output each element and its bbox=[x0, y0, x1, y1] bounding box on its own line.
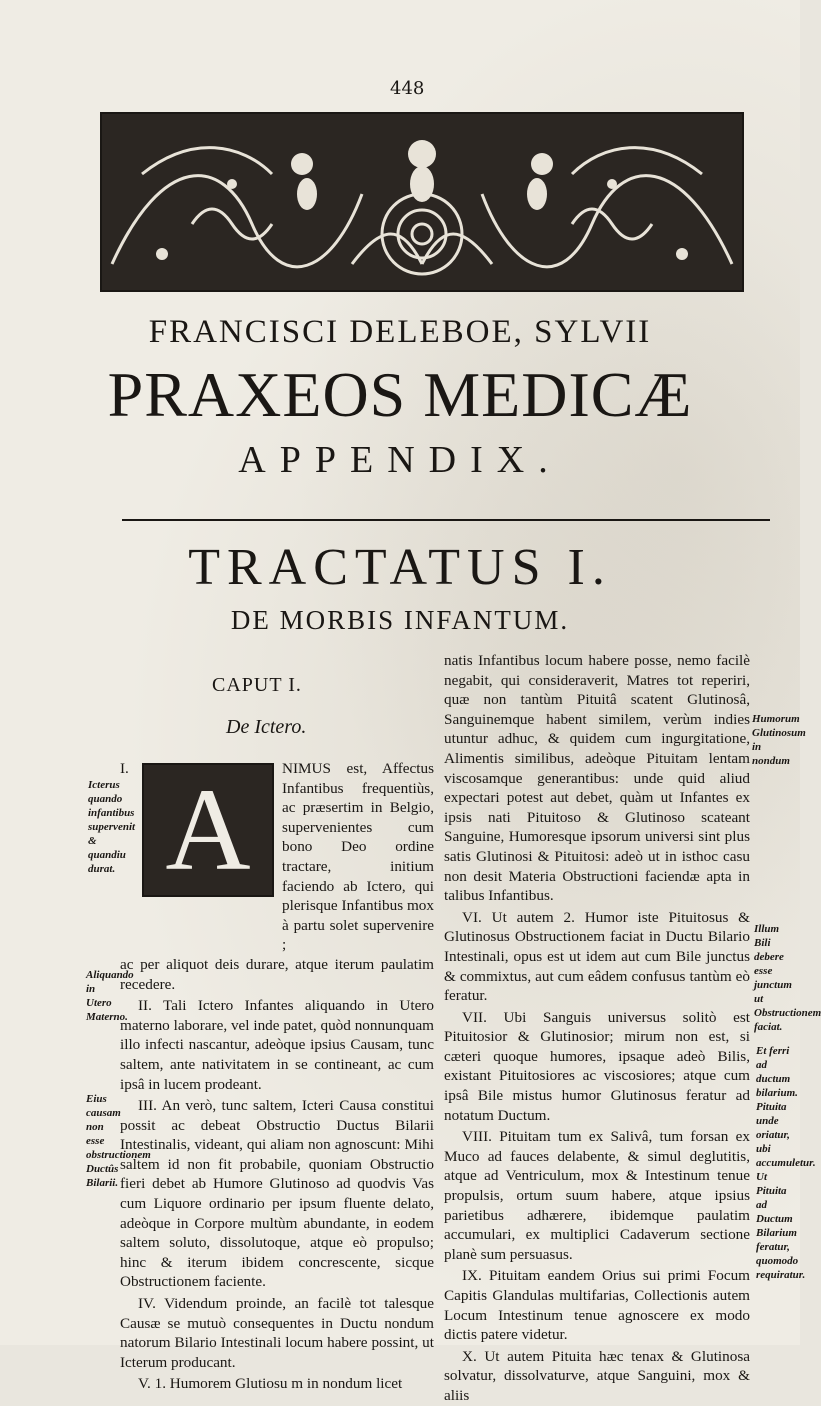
margin-note-right: Et ferri ad ductum bilarium. Pituita unde oriatur, ubi accumuletur. bbox=[756, 1045, 816, 1169]
work-subtitle: APPENDIX. bbox=[238, 439, 562, 481]
first-paragraph-continuation: ac per aliquot deis durare, atque iterum paulatim recedere. bbox=[120, 955, 434, 993]
margin-note-right: Ut Pituita ad Ductum Bilarium feratur, quomodo requiratur. bbox=[756, 1171, 806, 1281]
margin-note-right: Humorum Glutinosum in nondum bbox=[752, 713, 806, 767]
paragraph: X. Ut autem Pituita hæc tenax & Glutinosa solvatur, dissolvaturve, atque Sanguini, mox & aliis bbox=[444, 1347, 750, 1404]
paragraph: II. Tali Ictero Infantes aliquando in Utero materno laborare, vel inde patet, quòd nonnunquam illo infecti nascantur, adeòque ipsius Causam, tunc saltem, ante nativitatem in se contineant, ac cum ipsâ in lucem prodeant. bbox=[120, 997, 434, 1093]
tractatus-heading: TRACTATUS I. bbox=[188, 539, 612, 596]
paragraph: IV. Videndum proinde, an facilè tot talesque Causæ se mutuò consequentes in Ductu nondum natorum Bilario Intestinali locum habere possint, ut Icterum producant. bbox=[120, 1295, 434, 1371]
margin-note-left: Aliquando in Utero Materno. bbox=[86, 969, 134, 1023]
right-text-column bbox=[444, 651, 750, 1406]
margin-note-left: Icterus quando infantibus supervenit & quandiu durat. bbox=[88, 779, 136, 875]
caput-heading: CAPUT I. bbox=[212, 674, 302, 696]
paragraph: IX. Pituitam eandem Orius sui primi Focum Capitis Glandulas multifarias, Collectionis autem Locum Intestinum tenue agnoscere ex modo dictis patere videtur. bbox=[444, 1267, 750, 1344]
paragraph: VIII. Pituitam tum ex Salivâ, tum forsan ex Muco ad fauces delabente, & simul deglutitis, atque ad Ventriculum, mox & Intestinum tenue propulsis, ortum suum habere, atque ipsius parietibus adhærere, ibidemque paulatim accumulari, ex multiplici Cadaverum sectione planè sum persuasus. bbox=[444, 1128, 750, 1263]
paragraph: natis Infantibus locum habere posse, nemo facilè negabit, qui consideraverit, Matres tot reperiri, quæ non tantùm Pituitâ scatent Glutinosâ, Sanguinemque habent similem, verùm indies utuntur adhuc, & quidem cum ingurgitatione, Alimentis similibus, adeòque Pituitam lentam viscosamque generantibus: unde quid aliud expectari potest aut debet, quàm ut Infantes ex ipsis nati Pituitoso & Glutinoso scateant Sanguine, Humoresque ipsorum universi sint plus satis Glutinosi & Pituitosi: adeò ut in isthoc casu non desit Materia Obstructioni faciendæ apta in talibus Infantibus. bbox=[444, 652, 750, 905]
dropcap-letter: A bbox=[165, 764, 251, 895]
paragraph: VI. Ut autem 2. Humor iste Pituitosus & Glutinosus Obstructionem faciat in Ductu Bilario Intestinali, opus est ut idem aut cum Bile junctus & commixtus, aut cum eâdem confusus tantùm eò feratur. bbox=[444, 908, 750, 1005]
caput-subtitle: De Ictero. bbox=[226, 716, 307, 738]
work-title: PRAXEOS MEDICÆ bbox=[107, 359, 693, 430]
first-paragraph-text: NIMUS est, Affectus Infantibus frequentiùs, ac præsertim in Belgio, supervenientes cum bono Deo ordine tractare, initium faciendo ab Ictero, qui plerisque Infantibus mox à partu solet supervenire ; bbox=[282, 760, 434, 954]
margin-note-right: Illum Bili debere esse junctum ut Obstructionem faciat. bbox=[754, 923, 821, 1033]
page-number: 448 bbox=[390, 78, 425, 99]
left-text-column bbox=[120, 759, 434, 1394]
ornament-foliage-illustration bbox=[102, 114, 742, 290]
paragraph: III. An verò, tunc saltem, Icteri Causa constitui possit ac debeat Obstructio Ductus Bilarii Intestinalis, videant, qui aliam non agnoscunt: Mihi saltem id non fit probabile, quoniam Obstructio fieri debet ab Humore Glutinoso ad quodvis Vas cum Liquore ordinario per ipsum fluente delato, adeòque in Corpore multùm abundante, in eodem saltem soluto, dissolutoque, atque eò propulso; hinc & iterum ibidem concrescente, sicque Obstructionem faciente. bbox=[120, 1097, 434, 1291]
decorated-initial-image bbox=[142, 763, 274, 897]
author-heading: FRANCISCI DELEBOE, SYLVII bbox=[148, 314, 652, 350]
paragraph: VII. Ubi Sanguis universus solitò est Pituitosior & Glutinosior; mirum non est, si cæteri quoque humores, ipsaque adeò Bilis, existant Pituitosiores ac viscosiores; atque cum ipsâ Bile mistus humor Glutinosus feratur ad notatum Ductum. bbox=[444, 1008, 750, 1124]
paragraph: V. 1. Humorem Glutiosu m in nondum licet bbox=[138, 1375, 403, 1393]
tractatus-subtitle: DE MORBIS INFANTUM. bbox=[230, 605, 570, 635]
paragraph-numeral: I. bbox=[120, 760, 129, 777]
ornamental-headpiece-image bbox=[100, 112, 744, 292]
first-paragraph-block bbox=[120, 759, 434, 955]
margin-note-left: Eius causam non esse obstructionem Ductûs Bilarii. bbox=[86, 1093, 151, 1189]
horizontal-rule bbox=[122, 519, 770, 521]
